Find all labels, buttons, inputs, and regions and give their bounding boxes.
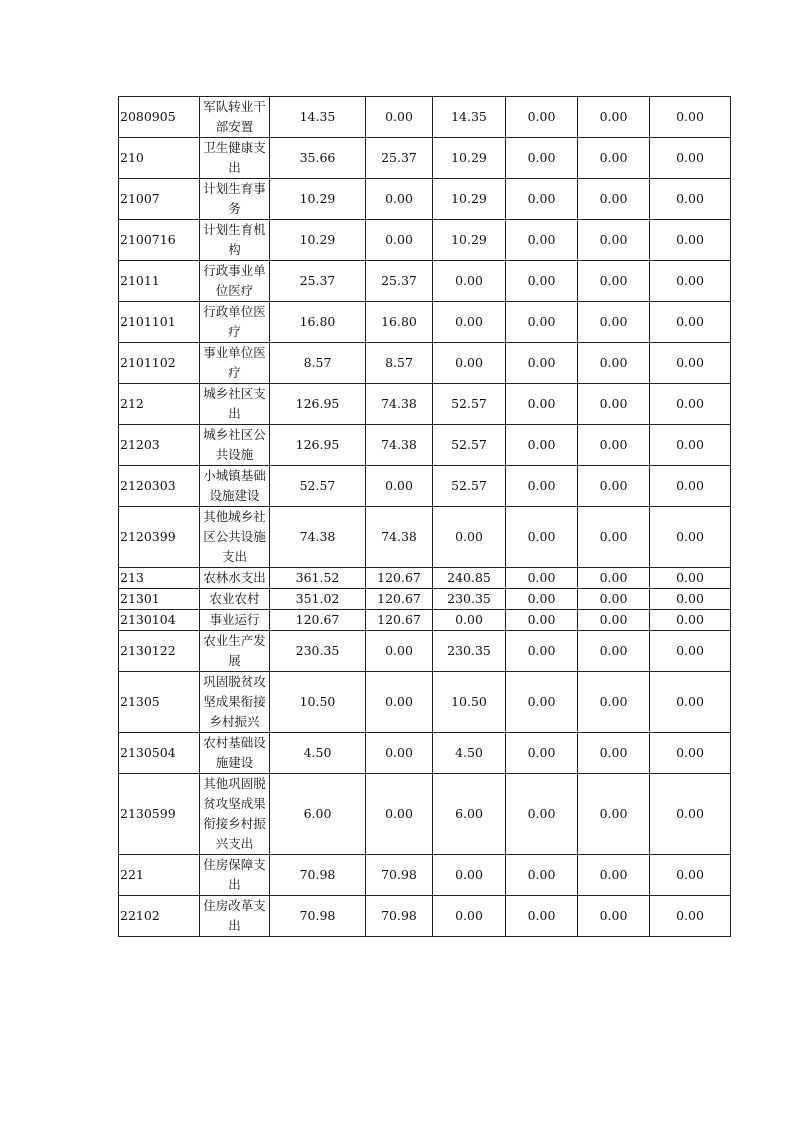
subject-name-cell: 农业生产发展 [200, 631, 270, 672]
amount-cell: 0.00 [650, 220, 731, 261]
amount-cell: 0.00 [650, 138, 731, 179]
amount-cell: 0.00 [366, 179, 433, 220]
table-row [119, 896, 731, 937]
amount-cell: 0.00 [650, 384, 731, 425]
amount-cell: 4.50 [433, 733, 506, 774]
table-row [119, 672, 731, 733]
amount-cell: 230.35 [270, 631, 366, 672]
subject-code-cell: 213 [119, 568, 200, 589]
amount-cell: 70.98 [366, 896, 433, 937]
amount-cell: 0.00 [366, 672, 433, 733]
table-row [119, 261, 731, 302]
amount-cell: 0.00 [506, 138, 578, 179]
amount-cell: 0.00 [650, 610, 731, 631]
amount-cell: 0.00 [578, 302, 650, 343]
subject-code-cell: 2130504 [119, 733, 200, 774]
amount-cell: 0.00 [578, 97, 650, 138]
amount-cell: 10.50 [270, 672, 366, 733]
amount-cell: 0.00 [506, 589, 578, 610]
subject-name-cell: 巩固脱贫攻坚成果衔接乡村振兴 [200, 672, 270, 733]
amount-cell: 0.00 [578, 138, 650, 179]
amount-cell: 10.29 [270, 220, 366, 261]
table-row [119, 774, 731, 855]
subject-code-cell: 22102 [119, 896, 200, 937]
amount-cell: 0.00 [650, 589, 731, 610]
amount-cell: 74.38 [270, 507, 366, 568]
amount-cell: 0.00 [433, 507, 506, 568]
amount-cell: 0.00 [506, 425, 578, 466]
amount-cell: 10.29 [433, 220, 506, 261]
table-row [119, 343, 731, 384]
amount-cell: 70.98 [270, 896, 366, 937]
amount-cell: 0.00 [506, 343, 578, 384]
amount-cell: 52.57 [270, 466, 366, 507]
amount-cell: 0.00 [578, 220, 650, 261]
amount-cell: 240.85 [433, 568, 506, 589]
amount-cell: 0.00 [650, 466, 731, 507]
table-row [119, 138, 731, 179]
amount-cell: 74.38 [366, 425, 433, 466]
amount-cell: 0.00 [578, 507, 650, 568]
subject-name-cell: 农业农村 [200, 589, 270, 610]
subject-code-cell: 2100716 [119, 220, 200, 261]
amount-cell: 8.57 [366, 343, 433, 384]
amount-cell: 0.00 [578, 896, 650, 937]
amount-cell: 0.00 [578, 384, 650, 425]
amount-cell: 0.00 [578, 568, 650, 589]
amount-cell: 70.98 [366, 855, 433, 896]
subject-name-cell: 住房改革支出 [200, 896, 270, 937]
subject-code-cell: 212 [119, 384, 200, 425]
subject-name-cell: 卫生健康支出 [200, 138, 270, 179]
amount-cell: 0.00 [650, 302, 731, 343]
amount-cell: 0.00 [366, 733, 433, 774]
amount-cell: 52.57 [433, 466, 506, 507]
subject-code-cell: 221 [119, 855, 200, 896]
amount-cell: 52.57 [433, 425, 506, 466]
table-row [119, 507, 731, 568]
amount-cell: 0.00 [650, 855, 731, 896]
amount-cell: 52.57 [433, 384, 506, 425]
table-row [119, 179, 731, 220]
amount-cell: 0.00 [578, 466, 650, 507]
subject-name-cell: 农林水支出 [200, 568, 270, 589]
table-row [119, 97, 731, 138]
amount-cell: 0.00 [650, 261, 731, 302]
subject-name-cell: 城乡社区公共设施 [200, 425, 270, 466]
amount-cell: 16.80 [270, 302, 366, 343]
amount-cell: 0.00 [506, 261, 578, 302]
subject-code-cell: 2101101 [119, 302, 200, 343]
subject-name-cell: 行政单位医疗 [200, 302, 270, 343]
subject-name-cell: 军队转业干部安置 [200, 97, 270, 138]
amount-cell: 0.00 [650, 343, 731, 384]
amount-cell: 6.00 [433, 774, 506, 855]
amount-cell: 0.00 [506, 466, 578, 507]
table-row [119, 220, 731, 261]
amount-cell: 0.00 [506, 568, 578, 589]
amount-cell: 0.00 [366, 220, 433, 261]
amount-cell: 0.00 [650, 896, 731, 937]
amount-cell: 230.35 [433, 589, 506, 610]
table-row [119, 733, 731, 774]
table-row [119, 302, 731, 343]
amount-cell: 0.00 [433, 302, 506, 343]
amount-cell: 120.67 [366, 589, 433, 610]
amount-cell: 0.00 [506, 774, 578, 855]
subject-name-cell: 农村基础设施建设 [200, 733, 270, 774]
amount-cell: 0.00 [650, 179, 731, 220]
amount-cell: 25.37 [366, 138, 433, 179]
amount-cell: 74.38 [366, 507, 433, 568]
amount-cell: 14.35 [433, 97, 506, 138]
amount-cell: 6.00 [270, 774, 366, 855]
amount-cell: 0.00 [578, 774, 650, 855]
amount-cell: 0.00 [433, 261, 506, 302]
amount-cell: 10.50 [433, 672, 506, 733]
amount-cell: 4.50 [270, 733, 366, 774]
amount-cell: 0.00 [650, 507, 731, 568]
amount-cell: 0.00 [366, 466, 433, 507]
amount-cell: 0.00 [650, 774, 731, 855]
amount-cell: 70.98 [270, 855, 366, 896]
amount-cell: 120.67 [366, 568, 433, 589]
subject-code-cell: 21203 [119, 425, 200, 466]
amount-cell: 0.00 [578, 179, 650, 220]
subject-code-cell: 2080905 [119, 97, 200, 138]
amount-cell: 0.00 [506, 610, 578, 631]
amount-cell: 0.00 [433, 610, 506, 631]
amount-cell: 0.00 [578, 261, 650, 302]
table-row [119, 631, 731, 672]
subject-code-cell: 2130104 [119, 610, 200, 631]
amount-cell: 0.00 [650, 425, 731, 466]
amount-cell: 10.29 [433, 138, 506, 179]
amount-cell: 74.38 [366, 384, 433, 425]
subject-name-cell: 计划生育机构 [200, 220, 270, 261]
table-row [119, 466, 731, 507]
subject-code-cell: 2130599 [119, 774, 200, 855]
table-row [119, 425, 731, 466]
subject-code-cell: 2101102 [119, 343, 200, 384]
subject-code-cell: 21007 [119, 179, 200, 220]
amount-cell: 0.00 [506, 302, 578, 343]
amount-cell: 351.02 [270, 589, 366, 610]
amount-cell: 0.00 [578, 672, 650, 733]
amount-cell: 0.00 [506, 896, 578, 937]
subject-code-cell: 210 [119, 138, 200, 179]
amount-cell: 0.00 [433, 343, 506, 384]
amount-cell: 0.00 [650, 733, 731, 774]
amount-cell: 230.35 [433, 631, 506, 672]
amount-cell: 8.57 [270, 343, 366, 384]
amount-cell: 126.95 [270, 384, 366, 425]
amount-cell: 0.00 [506, 220, 578, 261]
amount-cell: 0.00 [578, 425, 650, 466]
table-row [119, 855, 731, 896]
amount-cell: 0.00 [506, 733, 578, 774]
amount-cell: 16.80 [366, 302, 433, 343]
subject-name-cell: 计划生育事务 [200, 179, 270, 220]
table-row [119, 610, 731, 631]
amount-cell: 0.00 [578, 733, 650, 774]
amount-cell: 0.00 [366, 97, 433, 138]
amount-cell: 0.00 [506, 631, 578, 672]
subject-code-cell: 2120303 [119, 466, 200, 507]
amount-cell: 0.00 [578, 589, 650, 610]
subject-name-cell: 小城镇基础设施建设 [200, 466, 270, 507]
amount-cell: 0.00 [506, 384, 578, 425]
table-row [119, 568, 731, 589]
amount-cell: 0.00 [578, 631, 650, 672]
amount-cell: 0.00 [650, 672, 731, 733]
amount-cell: 35.66 [270, 138, 366, 179]
amount-cell: 14.35 [270, 97, 366, 138]
amount-cell: 0.00 [506, 672, 578, 733]
budget-table [118, 96, 731, 937]
amount-cell: 0.00 [578, 855, 650, 896]
amount-cell: 0.00 [650, 568, 731, 589]
subject-code-cell: 21305 [119, 672, 200, 733]
amount-cell: 361.52 [270, 568, 366, 589]
subject-name-cell: 事业运行 [200, 610, 270, 631]
subject-name-cell: 住房保障支出 [200, 855, 270, 896]
amount-cell: 10.29 [270, 179, 366, 220]
table-row [119, 384, 731, 425]
subject-name-cell: 事业单位医疗 [200, 343, 270, 384]
subject-name-cell: 其他城乡社区公共设施支出 [200, 507, 270, 568]
table-row [119, 589, 731, 610]
amount-cell: 120.67 [270, 610, 366, 631]
amount-cell: 120.67 [366, 610, 433, 631]
subject-code-cell: 21301 [119, 589, 200, 610]
amount-cell: 25.37 [270, 261, 366, 302]
subject-name-cell: 其他巩固脱贫攻坚成果衔接乡村振兴支出 [200, 774, 270, 855]
amount-cell: 0.00 [433, 855, 506, 896]
subject-name-cell: 城乡社区支出 [200, 384, 270, 425]
amount-cell: 10.29 [433, 179, 506, 220]
amount-cell: 25.37 [366, 261, 433, 302]
amount-cell: 0.00 [433, 896, 506, 937]
subject-code-cell: 21011 [119, 261, 200, 302]
amount-cell: 0.00 [506, 97, 578, 138]
amount-cell: 0.00 [506, 855, 578, 896]
amount-cell: 0.00 [578, 343, 650, 384]
subject-code-cell: 2120399 [119, 507, 200, 568]
amount-cell: 0.00 [506, 507, 578, 568]
amount-cell: 0.00 [578, 610, 650, 631]
amount-cell: 0.00 [366, 774, 433, 855]
table-body [119, 97, 731, 937]
subject-name-cell: 行政事业单位医疗 [200, 261, 270, 302]
amount-cell: 126.95 [270, 425, 366, 466]
amount-cell: 0.00 [650, 97, 731, 138]
subject-code-cell: 2130122 [119, 631, 200, 672]
amount-cell: 0.00 [506, 179, 578, 220]
amount-cell: 0.00 [650, 631, 731, 672]
amount-cell: 0.00 [366, 631, 433, 672]
